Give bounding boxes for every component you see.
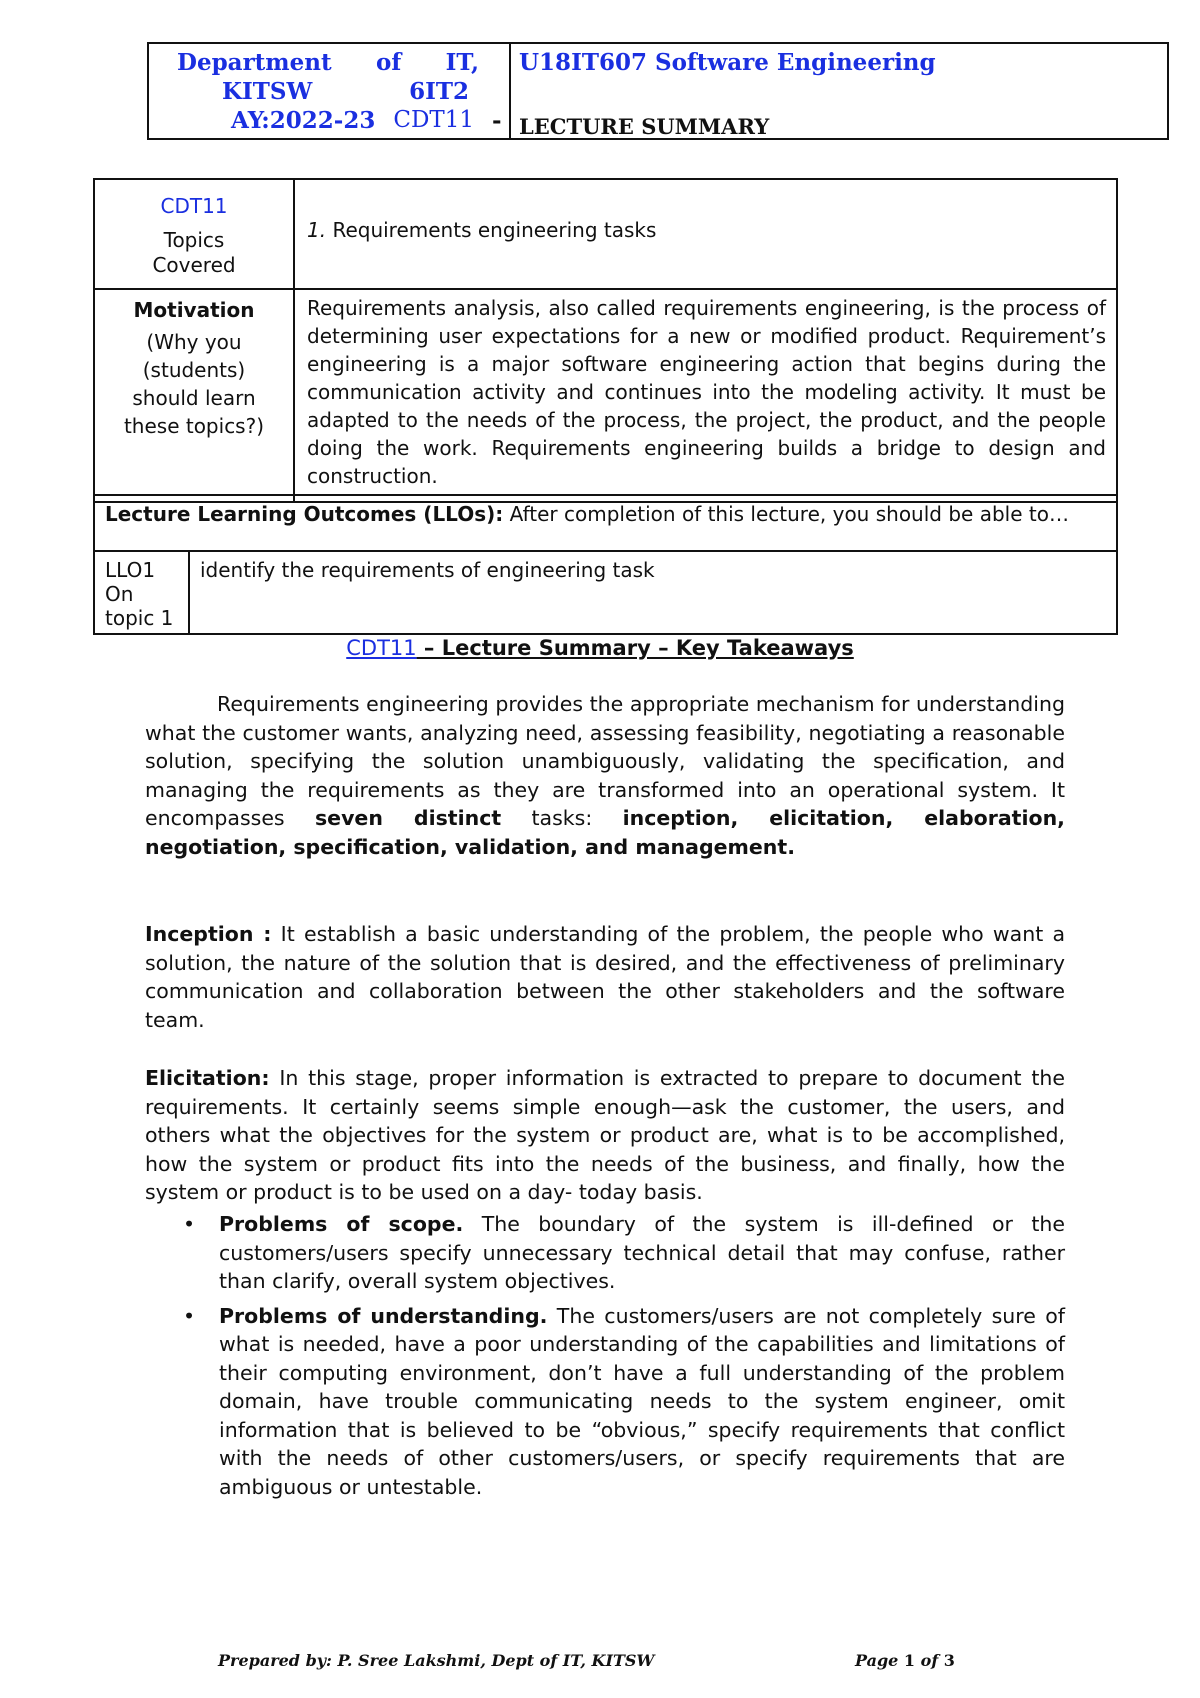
llo-text: identify the requirements of engineering task <box>200 558 655 582</box>
motivation-row <box>95 290 1116 501</box>
llo-on: On <box>105 582 134 606</box>
page-number: Page 1 of 3 <box>855 1651 955 1670</box>
motivation-text: Requirements analysis, also called requirements engineering, is the process of determining user expectations for a new or modified product. Requirement’s engineering is a major software engineering action that begins during the communication activity and continues into the modeling activity. It must be adapted to the needs of the process, the project, the product, and the people doing the work. Requirements engineering builds a bridge to design and construction. <box>307 296 1106 488</box>
llo-header-label: Lecture Learning Outcomes (LLOs): <box>105 502 504 526</box>
llo-row <box>95 552 1116 633</box>
document-header <box>147 42 1169 140</box>
llo-code-cell <box>95 552 190 633</box>
bullet-icon: • <box>183 1303 196 1328</box>
covered-label: Covered <box>152 253 236 277</box>
bullet-icon: • <box>183 1212 196 1236</box>
list-item: • Problems of understanding. The customers/users are not completely sure of what is needed, have a poor understanding of the capabilities and limitations of their computing environment, don’t have a full understanding of the problem domain, have trouble communicating needs to the system engineer, omit information that is believed to be “obvious,” specify requirements that conflict with the needs of other customers/users, or specify requirements that are ambiguous or untestable. <box>145 1302 1065 1502</box>
topics-list <box>295 180 1116 288</box>
dept-line-2: KITSW 6IT2 <box>222 78 469 105</box>
department-info <box>149 44 511 138</box>
summary-title <box>0 636 1200 660</box>
document-subtitle: LECTURE SUMMARY <box>519 114 770 139</box>
topic-number: 1. <box>307 218 327 242</box>
llo-code: LLO1 <box>105 558 156 582</box>
bullet-label: Problems of understanding. <box>219 1303 548 1328</box>
topics-label-cell <box>95 180 295 288</box>
topic-code: CDT11 <box>160 194 228 218</box>
motivation-subtitle: (Why you (students) should learn these topics?) <box>123 330 265 438</box>
summary-title-code: CDT11 <box>346 636 417 660</box>
topic-item: Requirements engineering tasks <box>332 218 657 242</box>
dept-line-1: Department of IT, <box>177 49 479 76</box>
inception-paragraph: Inception : It establish a basic understanding of the problem, the people who want a solution, the nature of the solution that is desired, and the effectiveness of preliminary communication and collaboration between the other stakeholders and the software team. <box>145 922 1066 1032</box>
topics-table <box>93 178 1118 503</box>
prepared-by: Prepared by: P. Sree Lakshmi, Dept of IT, KITSW <box>218 1651 655 1670</box>
motivation-title: Motivation <box>133 298 255 322</box>
course-info <box>511 44 1167 138</box>
topics-row <box>95 180 1116 290</box>
dept-line-3: AY:2022-23 CDT11 - <box>231 107 502 134</box>
topics-label: Topics <box>163 228 225 252</box>
inception-label: Inception : <box>145 922 272 946</box>
problems-list <box>145 1210 1065 1507</box>
llo-header <box>95 496 1116 552</box>
llo-topic: topic 1 <box>105 606 174 630</box>
bullet-label: Problems of scope. <box>219 1212 464 1236</box>
motivation-label-cell <box>95 290 295 501</box>
course-title: U18IT607 Software Engineering <box>519 49 936 76</box>
summary-intro-paragraph: Requirements engineering provides the appropriate mechanism for understanding what the customer wants, analyzing need, assessing feasibility, negotiating a reasonable solution, specifying the solution unambiguously, validating the specification, and managing the requirements as they are transformed into an operational system. It encompasses seven distinct tasks: inception, elicitation, elaboration, negotiation, specification, validation, and management. <box>145 692 1065 859</box>
elicitation-label: Elicitation: <box>145 1066 270 1090</box>
elicitation-paragraph: Elicitation: In this stage, proper information is extracted to prepare to document the requirements. It certainly seems simple enough—ask the customer, the users, and others what the objectives for the system or product are, what is to be accomplished, how the system or product fits into the needs of the business, and finally, how the system or product is to be used on a day- today basis. <box>145 1066 1065 1204</box>
summary-title-rest: – Lecture Summary – Key Takeaways <box>416 636 854 660</box>
llo-table <box>93 494 1118 635</box>
list-item: • Problems of scope. The boundary of the system is ill-defined or the customers/users specify unnecessary technical detail that may confuse, rather than clarify, overall system objectives. <box>145 1210 1065 1296</box>
llo-header-text: After completion of this lecture, you should be able to… <box>503 502 1069 526</box>
